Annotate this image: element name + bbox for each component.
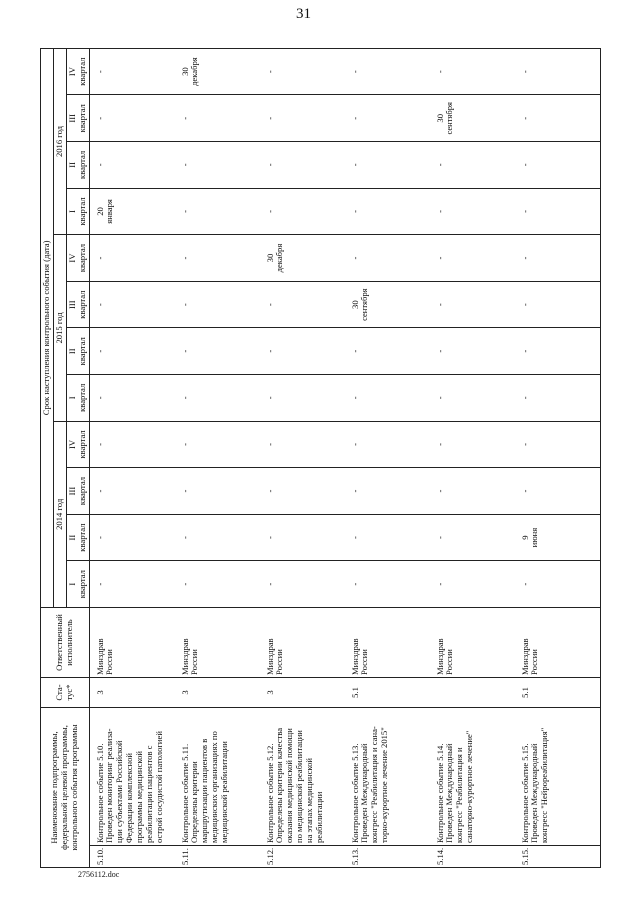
quarter-cell [89, 375, 175, 422]
quarter-word: квартал [76, 383, 87, 412]
table-row [89, 48, 175, 867]
quarter-cell [89, 142, 175, 189]
quarter-cell [515, 468, 601, 515]
table-row [175, 48, 260, 867]
date-day: 30 [349, 300, 360, 309]
date-day: - [179, 349, 190, 353]
date-day: - [264, 116, 275, 120]
status-cell: 3 [260, 678, 345, 708]
date-day: - [94, 489, 105, 493]
date-day: - [264, 536, 275, 540]
quarter-word: квартал [76, 430, 87, 459]
date-month: декабря [274, 243, 285, 273]
responsible-cell: Минздрав России [430, 608, 515, 678]
event-name: Контрольное событие 5.12. Определены критерии качества оказания медицинской помощи по медицинской реабилитации на этапах медицинской реабилитации [260, 708, 345, 846]
quarter-number: IV [66, 67, 77, 77]
date-day: - [94, 256, 105, 260]
responsible-cell: Минздрав России [89, 608, 175, 678]
date-day: - [519, 70, 530, 74]
date-day: - [434, 396, 445, 400]
quarter-header-cell [66, 235, 89, 282]
event-name: Контрольное событие 5.14. Проведен Международный конгресс "Реабилитация и санаторно-курортное лечение" [430, 708, 515, 846]
date-day: - [179, 489, 190, 493]
quarter-cell [260, 281, 345, 328]
responsible-cell: Минздрав России [260, 608, 345, 678]
date-day: - [434, 256, 445, 260]
quarter-word: квартал [76, 476, 87, 506]
responsible-cell: Минздрав России [345, 608, 430, 678]
table-row [345, 48, 430, 867]
date-day: - [434, 210, 445, 213]
date-day: - [264, 396, 275, 400]
quarter-cell [515, 328, 601, 375]
date-day: - [349, 116, 360, 120]
date-day: - [434, 163, 445, 167]
quarter-number: IV [66, 439, 77, 449]
quarter-cell [345, 468, 430, 515]
date-month: сентября [444, 101, 455, 135]
quarter-header-cell [66, 95, 89, 142]
quarter-cell [345, 514, 430, 561]
quarter-cell [430, 514, 515, 561]
row-number: 5.13. [345, 846, 430, 868]
date-day: - [434, 582, 445, 586]
quarter-number: I [66, 396, 77, 400]
date-month: июня [529, 527, 540, 548]
quarter-cell [260, 95, 345, 142]
date-day: - [519, 396, 530, 400]
date-day: - [264, 442, 275, 446]
quarter-header-cell [66, 188, 89, 235]
date-day: - [94, 116, 105, 120]
quarter-cell [260, 561, 345, 608]
row-number: 5.11. [175, 846, 260, 868]
header-name: Наименование подпрограммы, федеральной целевой программы, контрольного события программы [41, 708, 90, 868]
quarter-cell [260, 142, 345, 189]
date-day: - [519, 116, 530, 120]
quarter-cell [515, 48, 601, 95]
date-day: - [519, 349, 530, 353]
date-day: - [349, 210, 360, 213]
date-day: - [264, 303, 275, 307]
quarter-word: квартал [76, 290, 87, 319]
status-cell: 3 [175, 678, 260, 708]
date-day: - [94, 70, 105, 74]
quarter-cell [345, 375, 430, 422]
quarter-cell [430, 48, 515, 95]
date-day: - [349, 70, 360, 74]
table-body [89, 48, 600, 867]
date-day: - [179, 116, 190, 120]
quarter-cell [175, 95, 260, 142]
table-row [260, 48, 345, 867]
quarter-cell [260, 188, 345, 235]
quarter-cell [430, 328, 515, 375]
document-code: 2756112.doc [78, 870, 120, 879]
quarter-cell [260, 421, 345, 468]
date-day: - [264, 210, 275, 213]
quarter-cell [260, 48, 345, 95]
quarter-number: II [66, 348, 77, 355]
quarter-cell [89, 48, 175, 95]
table-row [515, 48, 601, 867]
quarter-cell [515, 95, 601, 142]
date-day: 20 [94, 207, 105, 216]
quarter-cell [515, 375, 601, 422]
date-day: - [264, 489, 275, 493]
quarter-cell [515, 188, 601, 235]
page-number: 31 [296, 6, 311, 22]
quarter-cell [260, 328, 345, 375]
date-month: декабря [189, 57, 200, 86]
quarter-cell [175, 514, 260, 561]
quarter-cell [515, 514, 601, 561]
date-day: - [349, 396, 360, 400]
quarter-cell [430, 281, 515, 328]
date-day: - [179, 582, 190, 586]
quarter-cell [515, 235, 601, 282]
quarter-cell [430, 375, 515, 422]
quarter-cell [345, 188, 430, 235]
quarter-number: III [66, 113, 77, 123]
header-deadline: Срок наступления контрольного события (дата) [41, 48, 54, 607]
quarter-cell [260, 375, 345, 422]
quarter-cell [345, 561, 430, 608]
quarter-cell [430, 95, 515, 142]
quarter-cell [89, 561, 175, 608]
header-year-2014: 2014 год [53, 421, 66, 607]
event-name: Контрольное событие 5.10. Проведен мониторинг реализа- ции субъектами Российской Федерации комплексной программы медицинской реабилитации пациентов с острой сосудистой патологией [89, 708, 175, 846]
quarter-word: квартал [76, 150, 87, 179]
date-day: - [349, 349, 360, 353]
date-day: - [179, 210, 190, 213]
status-cell: 5.1 [345, 678, 430, 708]
quarter-cell [89, 468, 175, 515]
date-day: - [179, 256, 190, 260]
date-day: - [264, 163, 275, 167]
quarter-cell [430, 235, 515, 282]
date-day: 9 [519, 535, 530, 540]
quarter-cell [345, 281, 430, 328]
header-year-2015: 2015 год [53, 235, 66, 421]
quarter-cell [175, 468, 260, 515]
date-day: - [519, 163, 530, 167]
quarter-cell [175, 561, 260, 608]
quarter-header-cell [66, 514, 89, 561]
event-name: Контрольное событие 5.15. Проведен Международный конгресс "Нейрореабилитация" [515, 708, 601, 846]
quarter-cell [345, 328, 430, 375]
quarter-cell [430, 421, 515, 468]
quarter-word: квартал [76, 57, 87, 86]
quarter-word: квартал [76, 243, 87, 273]
date-day: - [349, 536, 360, 540]
quarter-word: квартал [76, 337, 87, 366]
header-status: Ста-тус* [41, 678, 90, 708]
date-day: 30 [179, 67, 190, 76]
date-day: - [94, 349, 105, 353]
quarter-cell [345, 142, 430, 189]
quarter-cell [89, 95, 175, 142]
event-name: Контрольное событие 5.13. Проведен Международный конгресс "Реабилитация и сана- торно-курортное лечение 2015" [345, 708, 430, 846]
quarter-cell [430, 468, 515, 515]
quarter-number: III [66, 486, 77, 496]
date-day: - [519, 256, 530, 260]
quarter-cell [175, 375, 260, 422]
header-responsible: Ответственный исполнитель [41, 608, 90, 678]
quarter-header-cell [66, 561, 89, 608]
quarter-cell [89, 421, 175, 468]
date-day: - [434, 349, 445, 353]
date-day: - [434, 536, 445, 540]
quarter-header-cell [66, 281, 89, 328]
quarter-cell [515, 561, 601, 608]
quarter-cell [515, 142, 601, 189]
quarter-cell [89, 235, 175, 282]
date-day: - [94, 536, 105, 540]
date-day: - [434, 442, 445, 446]
date-day: - [179, 163, 190, 167]
quarter-header-cell [66, 468, 89, 515]
date-day: - [94, 396, 105, 400]
status-cell [430, 678, 515, 708]
event-name: Контрольное событие 5.11. Определены критерии маршрутизации пациентов в медицинских организациях по медицинской реабилитации [175, 708, 260, 846]
quarter-cell [430, 142, 515, 189]
row-number: 5.14. [430, 846, 515, 868]
date-day: - [349, 582, 360, 586]
date-day: - [94, 442, 105, 446]
date-month: сентября [359, 288, 370, 321]
date-day: - [434, 70, 445, 74]
quarter-cell [175, 328, 260, 375]
quarter-cell [175, 188, 260, 235]
quarter-word: квартал [76, 523, 87, 552]
quarter-number: II [66, 162, 77, 168]
date-day: - [264, 582, 275, 586]
date-day: - [349, 489, 360, 493]
quarter-number: I [66, 210, 77, 213]
rotated-table-container [40, 48, 630, 868]
date-day: - [179, 303, 190, 307]
date-day: - [179, 396, 190, 400]
date-day: - [519, 582, 530, 586]
quarter-cell [515, 281, 601, 328]
quarter-word: квартал [76, 104, 87, 133]
header-year-2016: 2016 год [53, 48, 66, 234]
quarter-cell [260, 235, 345, 282]
date-day: 30 [264, 253, 275, 263]
quarter-cell [175, 142, 260, 189]
responsible-cell: Минздрав России [175, 608, 260, 678]
quarter-cell [345, 235, 430, 282]
quarter-cell [89, 188, 175, 235]
row-number: 5.15. [515, 846, 601, 868]
date-month: января [104, 199, 115, 224]
date-day: - [434, 489, 445, 493]
quarter-word: квартал [76, 197, 87, 226]
date-day: - [349, 442, 360, 446]
quarter-cell [345, 48, 430, 95]
quarter-cell [260, 514, 345, 561]
quarter-cell [175, 235, 260, 282]
date-day: - [94, 582, 105, 586]
row-number: 5.10. [89, 846, 175, 868]
quarter-cell [515, 421, 601, 468]
date-day: 30 [434, 113, 445, 123]
row-number: 5.12. [260, 846, 345, 868]
date-day: - [519, 303, 530, 307]
date-day: - [179, 442, 190, 446]
quarter-cell [260, 468, 345, 515]
status-cell: 3 [89, 678, 175, 708]
status-cell: 5.1 [515, 678, 601, 708]
quarter-cell [430, 188, 515, 235]
quarter-cell [345, 95, 430, 142]
quarter-number: I [66, 582, 77, 586]
quarter-word: квартал [76, 570, 87, 599]
quarter-header-cell [66, 421, 89, 468]
date-day: - [349, 256, 360, 260]
quarter-number: II [66, 534, 77, 541]
control-events-table [40, 48, 601, 868]
date-day: - [94, 303, 105, 307]
responsible-cell: Минздрав России [515, 608, 601, 678]
quarter-number: IV [66, 253, 77, 263]
quarter-cell [345, 421, 430, 468]
date-day: - [434, 303, 445, 307]
quarter-cell [175, 48, 260, 95]
quarter-cell [89, 281, 175, 328]
quarter-cell [89, 514, 175, 561]
table-row [430, 48, 515, 867]
quarter-cell [89, 328, 175, 375]
date-day: - [519, 442, 530, 446]
quarter-header-cell [66, 328, 89, 375]
date-day: - [179, 536, 190, 540]
date-day: - [94, 163, 105, 167]
date-day: - [349, 163, 360, 167]
date-day: - [519, 489, 530, 493]
date-day: - [264, 70, 275, 74]
quarter-header-cell [66, 375, 89, 422]
quarter-cell [175, 281, 260, 328]
date-day: - [519, 210, 530, 213]
quarter-cell [430, 561, 515, 608]
quarter-number: III [66, 300, 77, 309]
quarter-header-cell [66, 142, 89, 189]
date-day: - [264, 349, 275, 353]
quarter-header-cell [66, 48, 89, 95]
quarter-cell [175, 421, 260, 468]
